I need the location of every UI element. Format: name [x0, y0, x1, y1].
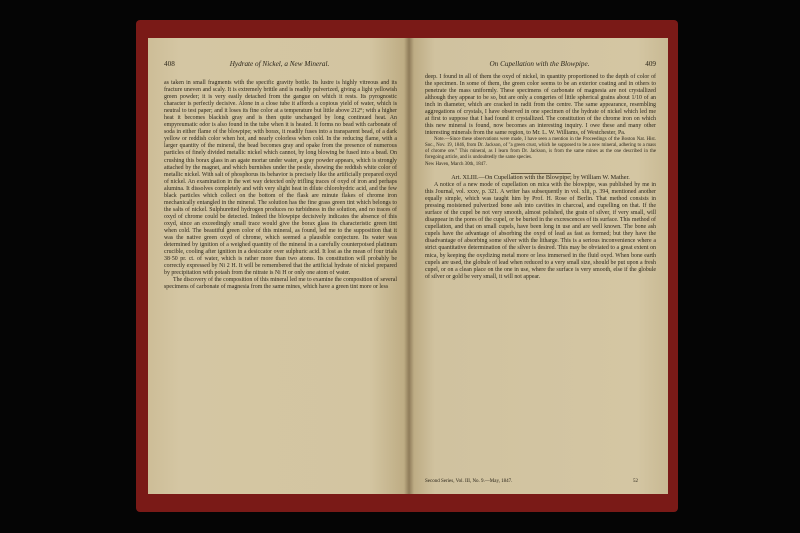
- left-page: [148, 38, 409, 494]
- right-page: [409, 38, 668, 494]
- page-number: 408: [164, 60, 175, 68]
- paragraph: deep. I found in all of them the oxyd of nickel, in quantity proportioned to the depth of color of the specimen. In some of them, the green color seems to be an exterior coating and in others to penetrate the mass uniformly. These specimens of carbonate of magnesia are not crystallized although they appear to be so, but are only a congeries of little spherical grains about 1/10 of an inch in diameter, which are cracked in radii from the centre. The same appearance, resembling aggregations of crystals, I have observed in one specimen of the hydrate of nickel which led me at first to suppose that I had found it crystallized. The constitution of the chrome iron on which this new mineral is found, now becomes an interesting inquiry. I owe these and many other interesting minerals from the same region, to Mr. L. W. Williams, of Westchester, Pa.: [425, 74, 656, 137]
- running-title: On Cupellation with the Blowpipe.: [489, 60, 590, 68]
- page-footer: [425, 479, 656, 484]
- paragraph: A notice of a new mode of cupellation on mica with the blowpipe, was published by me in this Journal, vol. xxxv, p. 321. A writer has subsequently in vol. xlii, p. 394, mentioned another equally simple, which was taught him by Prof. H. Rose of Berlin. That method consists in pressing moistened pulverized bone ash into cavities in charcoal, and cupelling on that. If the surface of the cupel be not very smooth, almost polished, the grain of silver, if very small, will disappear in the pores of the cupel, or be buried in the excrescences of its surface. This method of cupellation, and that on small cupels, have been long in use and are well known. The bone ash cupels have the advantage of absorbing the oxyd of lead as fast as formed; but they have the disadvantage of absorbing some silver with the litharge. This is a serious inconvenience where a strict quantitative determination of the silver is desired. This may be obviated to a great extent on mica, by keeping the oxydizing metal more or less immersed in the fluid oxyd. When bone earth cupels are used, the globule of lead when reduced to a very small size, should be put upon a fresh cupel, or on a clean place on the one in use, where the surface is very smooth, else if the globule of silver or gold be very small, it will not appear.: [425, 182, 656, 280]
- left-page-header: [162, 60, 397, 70]
- dateline: New Haven, March 30th, 1847.: [425, 162, 487, 168]
- left-page-body: [164, 80, 397, 291]
- book-gutter: [404, 38, 414, 494]
- footnote: Note.—Since these observations were made, I have seen a mention in the Proceedings of the Boston Nat. Hist. Soc., Nov. 19, 1846, from Dr. Jackson, of "a green crust, which he supposed to be a new mineral, adhering to a mass of chrome ore." This mineral, as I learn from Dr. Jackson, is from the same mines as the one described in the foregoing article, and is undoubtedly the same species.: [425, 137, 656, 161]
- article-heading: Art. XLIII.—On Cupellation with the Blowpipe; by William W. Mather.: [451, 174, 630, 182]
- page-number: 409: [645, 60, 656, 68]
- running-title: Hydrate of Nickel, a New Mineral.: [229, 60, 330, 68]
- footer-series: Second Series, Vol. III, No. 9.—May, 1847.: [425, 479, 513, 484]
- right-page-body: [425, 74, 656, 281]
- paragraph: The discovery of the composition of this mineral led me to examine the composition of several specimens of carbonate of magnesia from the same mines, which have a green tint more or less: [164, 277, 397, 291]
- paragraph: as taken in small fragments with the specific gravity bottle. Its lustre is highly vitreous and its fracture uneven and scaly. It is extremely brittle and is readily pulverized, giving a light yellowish green powder; it is very easily detached from the gangue on which it rests. Its pyrognostic character is perfectly decisive. Alone in a close tube it affords a copious yield of water, which is neutral to test paper; and it loses its fine color at a temperature but little above 212°; with a higher heat it becomes blackish gray and is then quite unchanged by long continued heat. An empyreumatic odor is also found in the tube when it is heated. It forms no bead with carbonate of soda in either flame of the blowpipe; with borax, it readily fuses into a transparent bead, of a dark yellow or reddish color when hot, and nearly colorless when cold. In the reducing flame, with a larger quantity of the mineral, the bead becomes gray and opake from the presence of numerous particles of finely divided metallic nickel which cannot, by long blowing be fused into a bead. On crushing this borax glass in an agate mortar under water, a gray powder appears, which is strongly attached by the magnet, and which burnishes under the pestle, showing the reddish white color of metallic nickel. With salt of phosphorus its behavior is precisely like the artificially prepared oxyd of nickel. An examination in the wet way detected only trifling traces of oxyd of iron and perhaps alumina. It dissolves completely and with very slight heat in dilute chlorohydric acid, and the few black particles which collect on the bottom of the flask are minute flakes of chrome iron mechanically entangled in the mineral. The solution has the fine grass green tint which belongs to the salts of nickel. Sulphuretted hydrogen produces no turbidness in the solution, and no traces of oxyd of chrome could be detected. Indeed the blowpipe decisively indicates the absence of this oxyd, since an exceedingly small trace would give the borax glass its characteristic green tint when cold. The beautiful green color of this mineral, as found, led me to the supposition that it was the native green oxyd of chrome, which seemed a plausible conjecture. Its water was determined by ignition of a weighed quantity of the mineral in a carefully counterpoised platinum crucible, cooling after ignition in a desiccator over sulphuric acid. It lost as the mean of four trials 38·50 pr. ct. of water, which is rather more than two atoms. Its constitution will probably be correctly expressed by Ni 2 H. It will be remembered that the artificial hydrate of nickel prepared by precipitation with potash from the nitrate is Ni H or only one atom of water.: [164, 80, 397, 277]
- right-page-header: [423, 60, 656, 70]
- footer-signature: 52: [633, 479, 638, 484]
